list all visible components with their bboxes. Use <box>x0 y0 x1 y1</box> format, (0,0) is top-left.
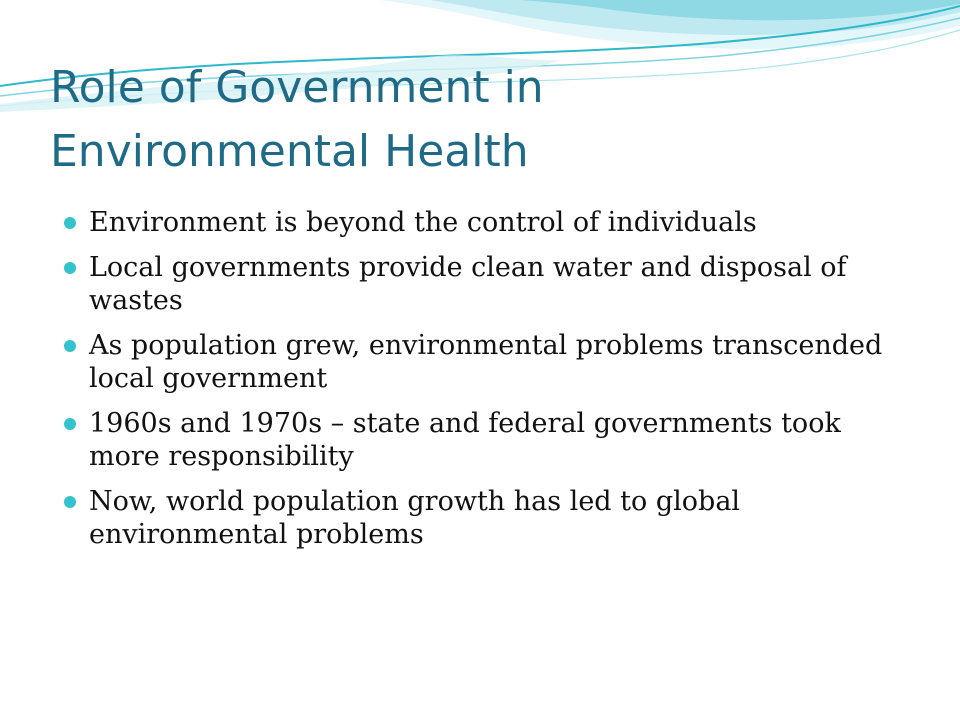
bullet-dot-icon <box>64 340 76 352</box>
bullet-dot-icon <box>64 418 76 430</box>
bullet-text: As population grew, environmental problems transcended local government <box>89 330 883 394</box>
slide-title <box>50 56 910 184</box>
slide-title-line-2: Environmental Health <box>50 126 529 177</box>
bullet-item <box>64 206 894 239</box>
bullet-dot-icon <box>64 262 76 274</box>
bullet-text: Local governments provide clean water and disposal of wastes <box>89 252 847 316</box>
bullet-item <box>64 251 894 317</box>
slide-title-line-1: Role of Government in <box>50 62 544 113</box>
bullet-item <box>64 485 894 551</box>
bullet-dot-icon <box>64 496 76 508</box>
bullet-text: Now, world population growth has led to global environmental problems <box>89 486 741 550</box>
bullet-item <box>64 329 894 395</box>
bullet-text: 1960s and 1970s – state and federal governments took more responsibility <box>89 408 841 472</box>
bullet-text: Environment is beyond the control of individuals <box>89 207 757 238</box>
bullet-item <box>64 407 894 473</box>
bullet-list <box>64 206 894 563</box>
bullet-dot-icon <box>64 217 76 229</box>
